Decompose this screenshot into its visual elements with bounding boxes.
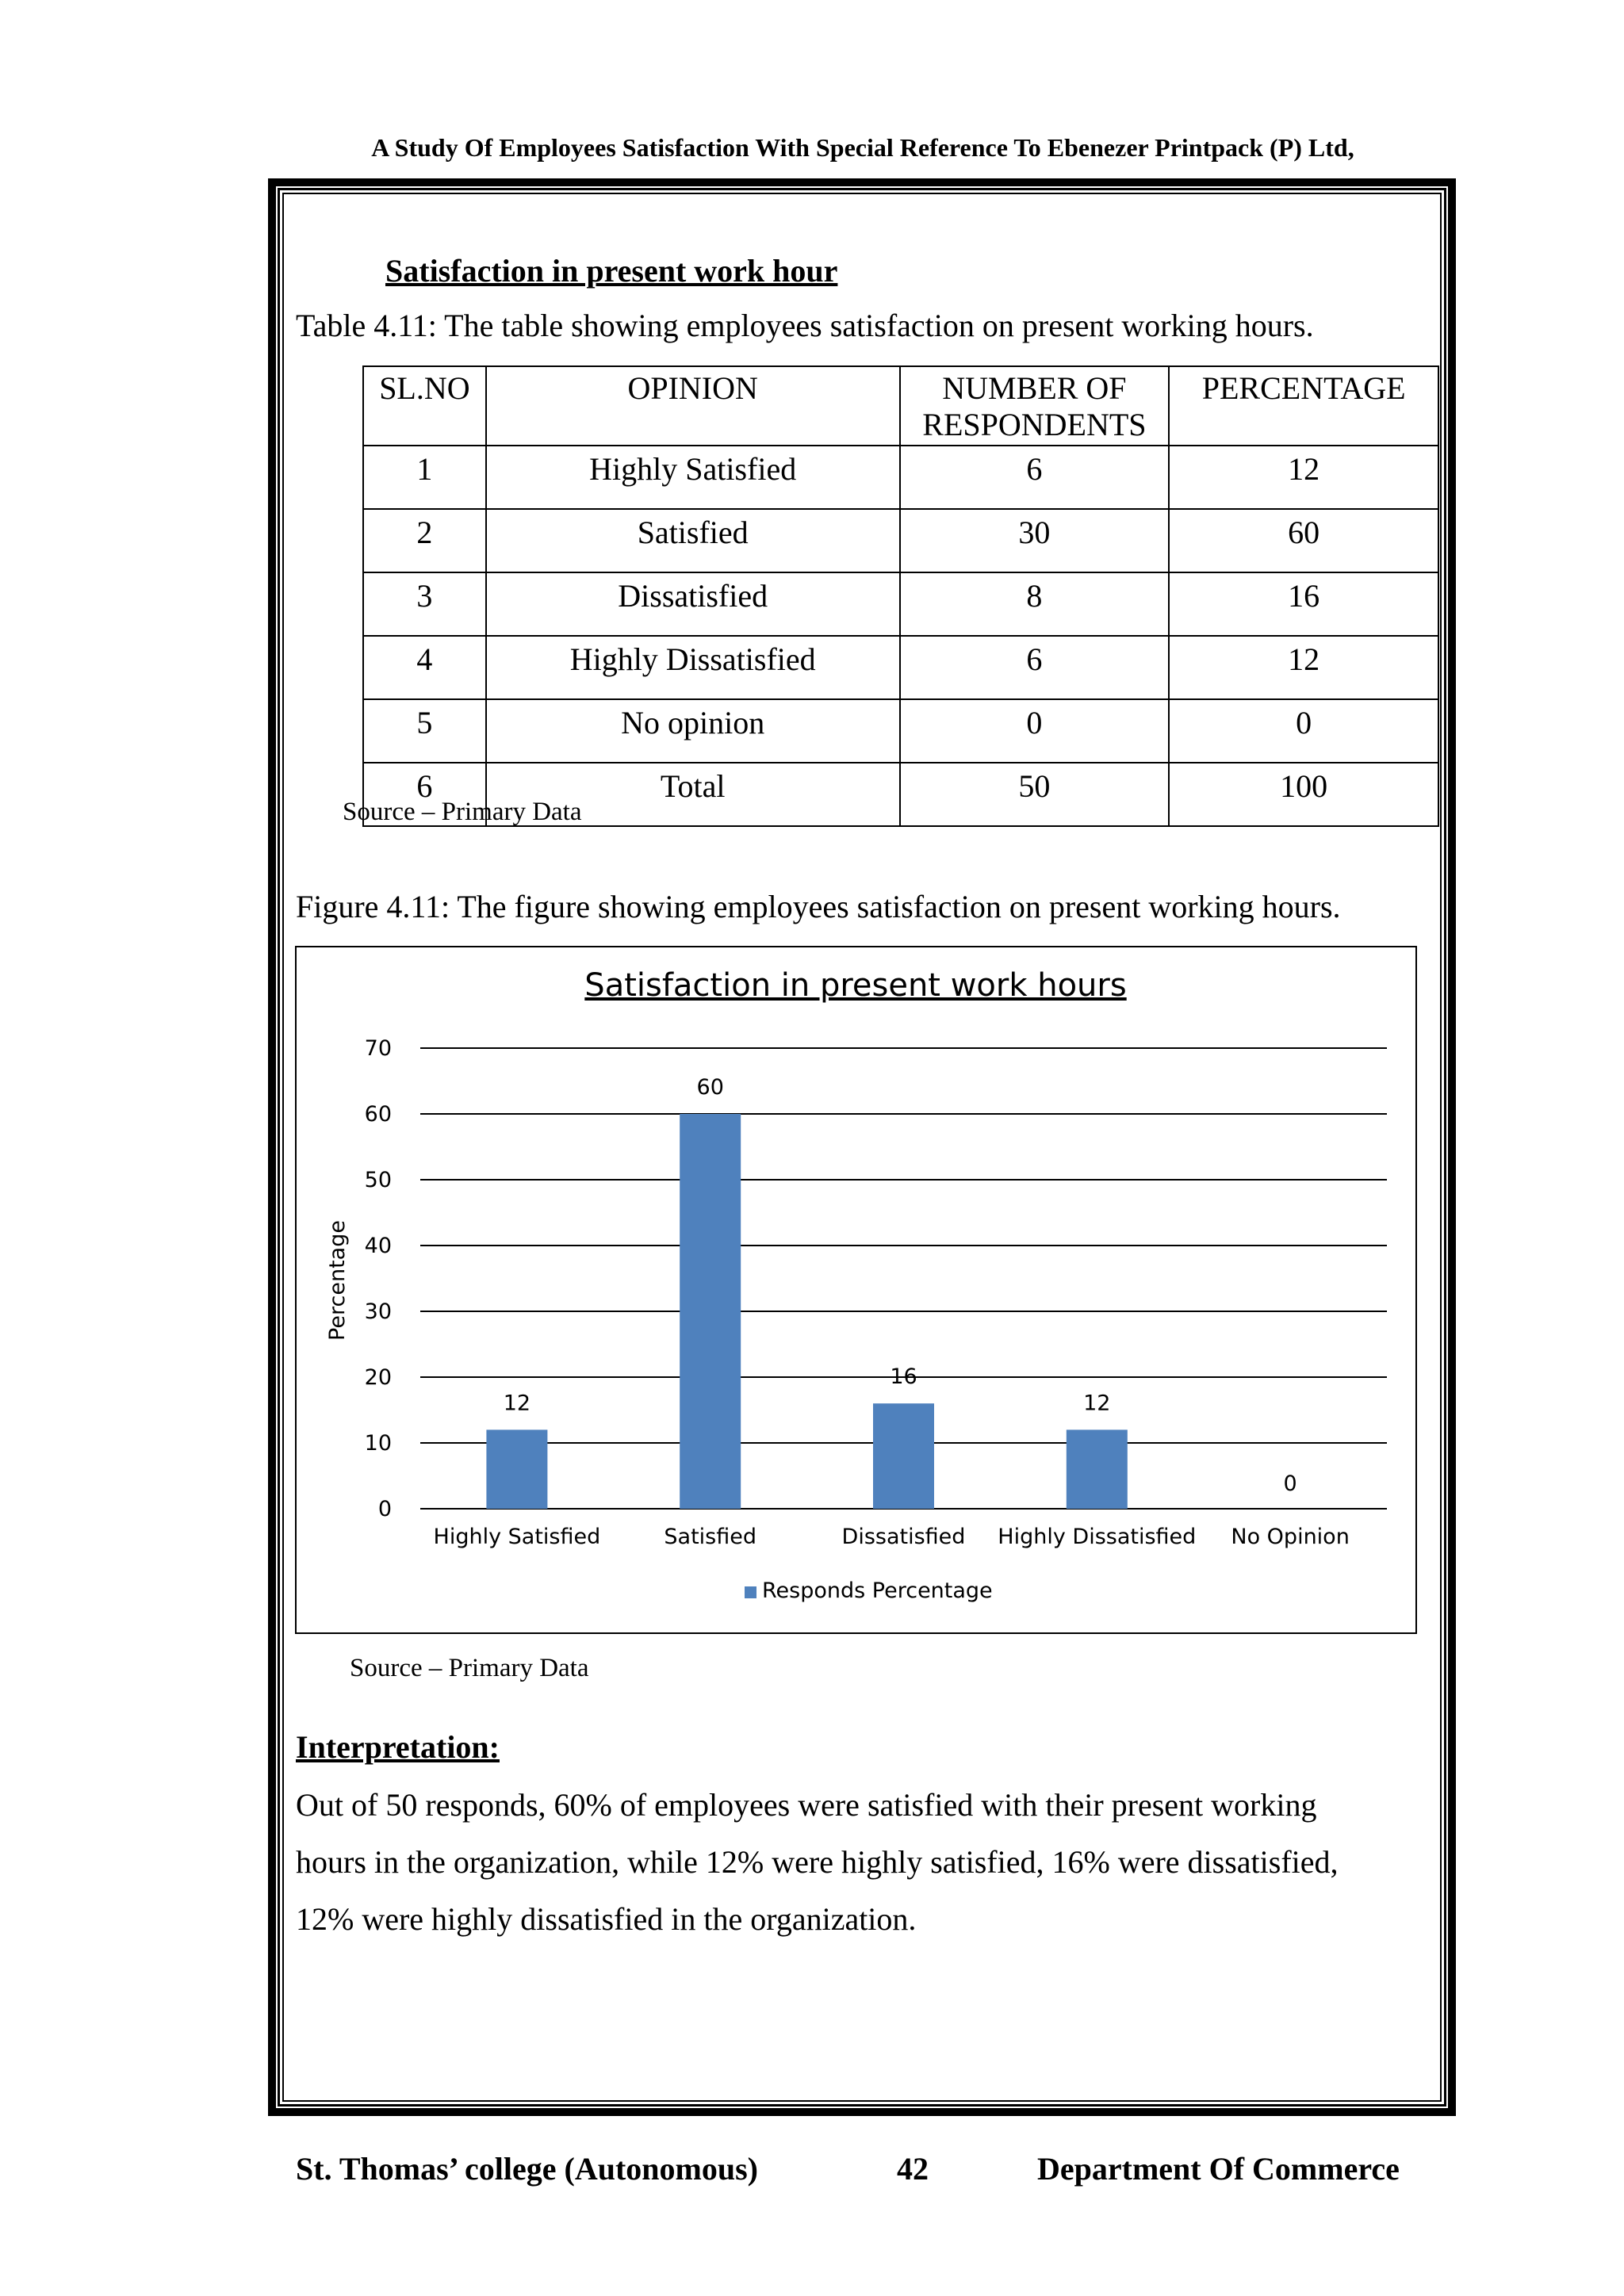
cell-percentage: 12 [1169,636,1438,699]
col-header-percentage: PERCENTAGE [1169,366,1438,446]
interpretation-line: hours in the organization, while 12% were highly satisfied, 16% were dissatisfied, [296,1844,1339,1880]
bar [873,1403,934,1509]
cell-sl: 1 [363,446,486,509]
interpretation-body [296,1777,1414,1948]
cell-respondents: 6 [900,446,1170,509]
x-tick-label: Dissatisfied [841,1525,966,1549]
section-heading: Satisfaction in present work hour [385,253,838,289]
cell-percentage: 0 [1169,699,1438,763]
cell-sl: 3 [363,572,486,636]
cell-respondents: 8 [900,572,1170,636]
table-caption: Table 4.11: The table showing employees satisfaction on present working hours. [296,308,1314,343]
table-source: Source – Primary Data [343,798,582,826]
y-tick-label: 60 [364,1102,392,1127]
bar-value-label: 16 [890,1364,917,1390]
cell-opinion: Dissatisfied [486,572,900,636]
bar-value-label: 60 [696,1075,724,1100]
cell-sl: 4 [363,636,486,699]
cell-percentage: 12 [1169,446,1438,509]
y-tick-label: 70 [364,1036,392,1061]
cell-percentage: 60 [1169,509,1438,572]
cell-opinion: No opinion [486,699,900,763]
cell-respondents: 6 [900,636,1170,699]
col-header-respondents [900,366,1170,446]
table-row [363,699,1438,763]
cell-opinion: Highly Satisfied [486,446,900,509]
y-tick-label: 0 [377,1497,392,1521]
col-header-respondents-line1: NUMBER OF [942,370,1127,406]
cell-opinion: Highly Dissatisfied [486,636,900,699]
chart-title: Satisfaction in present work hours [584,967,1127,1004]
cell-sl: 6 [363,763,486,826]
cell-opinion: Total [486,763,900,826]
figure-source: Source – Primary Data [350,1654,589,1682]
table-row [363,446,1438,509]
footer-page-number: 42 [897,2151,929,2187]
bar-value-label: 12 [1083,1391,1111,1416]
satisfaction-table [362,365,1439,827]
figure-caption: Figure 4.11: The figure showing employees satisfaction on present working hours. [296,889,1341,924]
y-tick-label: 30 [364,1299,392,1324]
cell-respondents: 50 [900,763,1170,826]
table-row [363,572,1438,636]
cell-percentage: 100 [1169,763,1438,826]
interpretation-heading: Interpretation: [296,1729,500,1765]
chart-legend [745,1578,993,1603]
x-tick-label: Highly Satisfied [433,1525,601,1549]
table-header-row [363,366,1438,446]
col-header-sl: SL.NO [363,366,486,446]
cell-percentage: 16 [1169,572,1438,636]
bar-chart [297,947,1415,1632]
col-header-opinion: OPINION [486,366,900,446]
x-tick-label: Satisfied [664,1525,757,1549]
cell-respondents: 0 [900,699,1170,763]
x-axis-ticks [434,1525,1350,1549]
bar [1067,1429,1128,1509]
col-header-respondents-line2: RESPONDENTS [922,407,1147,442]
chart-frame [295,946,1417,1634]
running-header: A Study Of Employees Satisfaction With Special Reference To Ebenezer Printpack (P) Ltd, [371,133,1354,162]
x-tick-label: Highly Dissatisfied [998,1525,1197,1549]
bar [486,1429,547,1509]
legend-swatch [745,1586,756,1598]
bar [680,1114,741,1509]
y-axis-label: Percentage [325,1220,350,1341]
x-tick-label: No Opinion [1231,1525,1350,1549]
bar-value-label: 0 [1283,1471,1297,1496]
interpretation-line: 12% were highly dissatisfied in the organization. [296,1901,917,1937]
legend-label: Responds Percentage [762,1578,993,1603]
y-axis-ticks [365,1036,392,1521]
y-tick-label: 20 [364,1365,392,1390]
table-row [363,509,1438,572]
cell-respondents: 30 [900,509,1170,572]
y-tick-label: 10 [364,1431,392,1456]
interpretation-line: Out of 50 responds, 60% of employees were satisfied with their present working [296,1787,1317,1823]
cell-opinion: Satisfied [486,509,900,572]
footer-department: Department Of Commerce [1037,2151,1400,2187]
footer-college: St. Thomas’ college (Autonomous) [296,2151,758,2187]
cell-sl: 5 [363,699,486,763]
cell-sl: 2 [363,509,486,572]
y-tick-label: 50 [364,1168,392,1192]
bar-value-label: 12 [503,1391,531,1416]
table-row [363,636,1438,699]
y-tick-label: 40 [364,1234,392,1258]
